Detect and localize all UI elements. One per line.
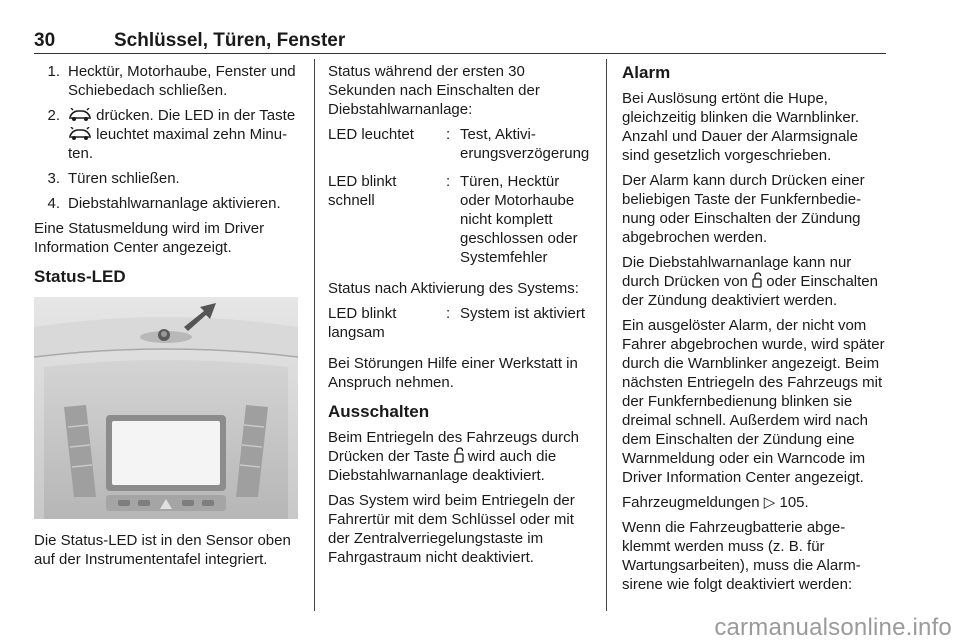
alarm-text-1: Bei Auslösung ertönt die Hupe, gleichzeitig blinken die Warnblinker. Anzahl und Dauer der Alarmsignale sind gesetzlich vorgeschrieben. xyxy=(622,90,860,164)
list-item: 3. Türen schließen. xyxy=(47,170,180,187)
ausschalten-text-2: Das System wird beim Entriegeln der Fahrertür mit dem Schlüssel oder mit der Zentralverriegelungstaste im Fahrgastraum nicht deaktiviert. xyxy=(328,492,575,566)
column-divider-1 xyxy=(314,59,315,611)
watermark: carmanualsonline.info xyxy=(714,614,952,641)
alarm-text-3: Die Diebstahlwarnanlage kann nur durch Drücken von oder Einschalten der Zündung deaktiviert werden. xyxy=(622,254,878,309)
column-3 xyxy=(622,62,888,600)
column-1 xyxy=(34,62,298,575)
lock-car-icon xyxy=(68,127,92,141)
lock-car-icon xyxy=(68,108,92,122)
workshop-text: Bei Störungen Hilfe einer Werkstatt in Anspruch nehmen. xyxy=(328,355,578,391)
status-intro-text: Status während der ersten 30 Sekunden nach Einschalten der Diebstahlwarnanlage: xyxy=(328,63,540,118)
alarm-text-2: Der Alarm kann durch Drücken einer beliebigen Taste der Funkfernbedienung oder Einschalten der Zündung abgebrochen werden. xyxy=(622,172,865,246)
list-item: 2. drücken. Die LED in der Taste leuchtet maximal zehn Minuten. xyxy=(47,107,296,162)
status-after-text: Status nach Aktivierung des Systems: xyxy=(328,280,579,297)
header-rule xyxy=(34,53,886,54)
page-number: 30 xyxy=(34,30,56,51)
vehicle-messages-ref: Fahrzeugmeldungen ▷ 105. xyxy=(622,494,809,511)
alarm-text-4: Ein ausgelöster Alarm, der nicht vom Fahrer abgebrochen wurde, wird später durch die Warnblinker angezeigt. Beim nächsten Entriegeln des Fahrzeugs mit der Funkfernbedienung blinken sie dreimal schnell. Außerdem wird nach dem Einschalten der Zündung eine Warnmeldung oder ein Warncode im Driver Information Center angezeigt. xyxy=(622,317,885,486)
list-item: 1. Hecktür, Motorhaube, Fenster und Schiebedach schließen. xyxy=(47,63,296,99)
status-message-text: Eine Statusmeldung wird im Driver Information Center angezeigt. xyxy=(34,220,265,256)
column-2 xyxy=(328,62,592,573)
page-title: Schlüssel, Türen, Fenster xyxy=(114,30,346,51)
unlock-icon xyxy=(454,447,464,463)
page-reference-icon: ▷ xyxy=(763,494,776,511)
alarm-text-6: Wenn die Fahrzeugbatterie abgeklemmt werden muss (z. B. für Wartungsarbeiten), muss die Alarmsirene wie folgt deaktiviert werden: xyxy=(622,519,861,593)
figure-caption: Die Status-LED ist in den Sensor oben auf der Instrumententafel integriert. xyxy=(34,532,291,568)
dashboard-photo xyxy=(34,297,298,519)
definition-row: LED blinkt langsam : System ist aktiviert xyxy=(328,305,586,341)
heading-status-led: Status-LED xyxy=(34,267,126,286)
column-divider-2 xyxy=(606,59,607,611)
ausschalten-text-1: Beim Entriegeln des Fahrzeugs durch Drücken der Taste wird auch die Diebstahlwarnanlage deaktiviert. xyxy=(328,429,579,484)
dashboard-illustration xyxy=(34,297,298,519)
heading-alarm: Alarm xyxy=(622,63,671,82)
unlock-icon xyxy=(752,272,762,288)
list-item: 4. Diebstahlwarnanlage aktivieren. xyxy=(47,195,281,212)
definition-row: LED blinkt schnell : Türen, Hecktür oder Motorhaube nicht komplett geschlossen oder Systemfehler xyxy=(328,173,578,266)
heading-ausschalten: Ausschalten xyxy=(328,402,430,421)
definition-row: LED leuchtet : Test, Aktivierungsverzögerung xyxy=(328,126,590,162)
